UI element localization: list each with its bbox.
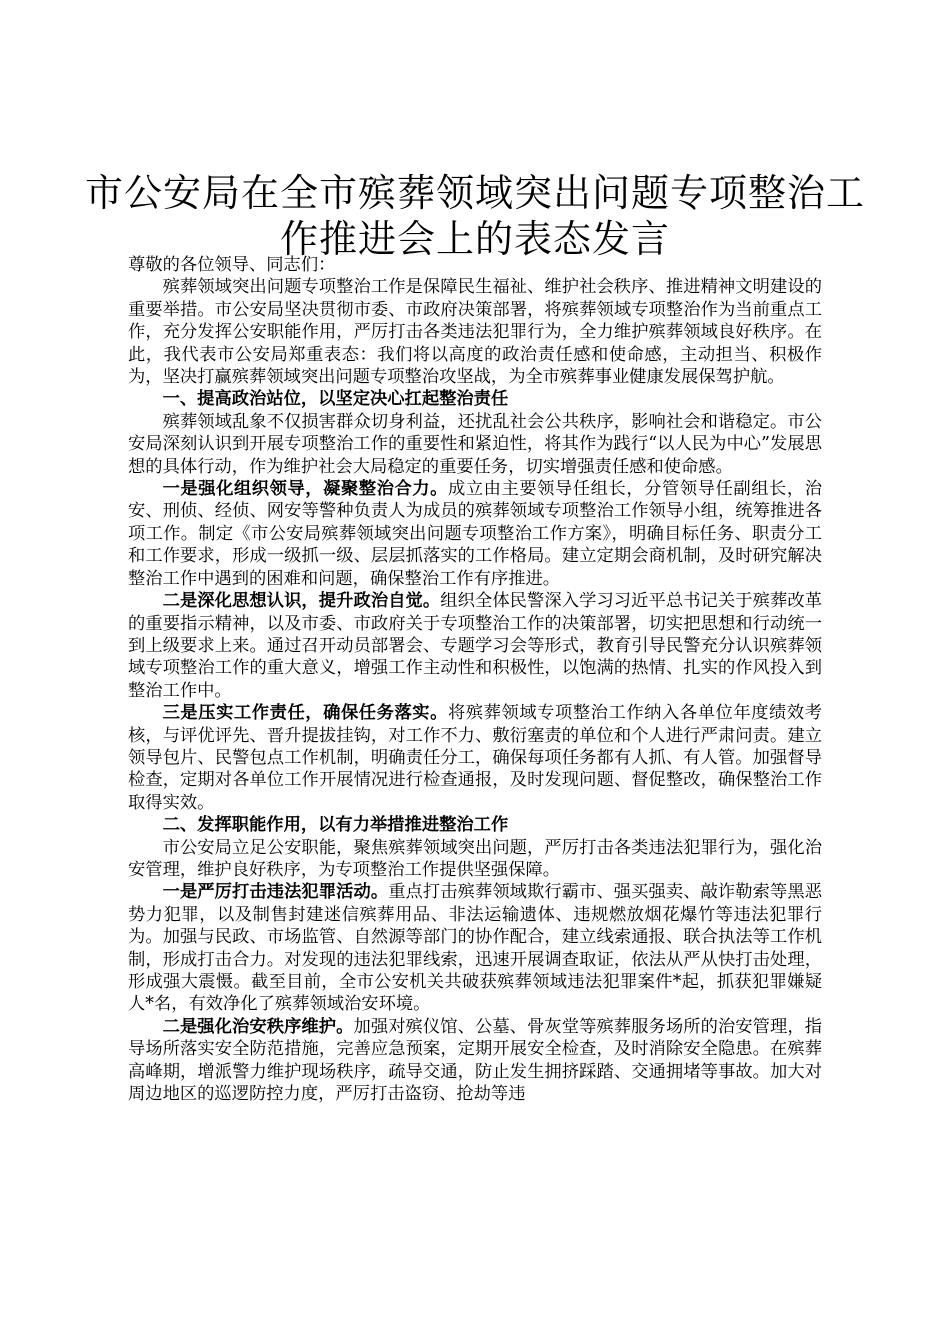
section-1-item-1 (128, 478, 822, 590)
section-2-item-1 (128, 881, 822, 1015)
item-text: 重点打击殡葬领域欺行霸市、强买强卖、敲诈勒索等黑恶势力犯罪，以及制售封建迷信殡葬用品、非法运输遗体、违规燃放烟花爆竹等违法犯罪行为。加强与民政、市场监管、自然源等部门的协作配合，建立线索通报、联合执法等工作机制，形成打击合力。对发现的违法犯罪线索，迅速开展调查取证，依法从严从快打击处理，形成强大震慑。截至目前，全市公安机关共破获殡葬领域违法犯罪案件*起，抓获犯罪嫌疑人*名，有效净化了殡葬领域治安环境。 (128, 882, 822, 1015)
section-2-item-2 (128, 1016, 822, 1106)
item-text: 组织全体民警深入学习习近平总书记关于殡葬改革的重要指示精神，以及市委、市政府关于专项整治工作的决策部署，切实把思想和行动统一到上级要求上来。通过召开动员部署会、专题学习会等形式，教育引导民警充分认识殡葬领域专项整治工作的重大意义，增强工作主动性和积极性，以饱满的热情、扎实的作风投入到整治工作中。 (128, 591, 822, 701)
document-title (60, 170, 890, 262)
section-2-intro: 市公安局立足公安职能，聚焦殡葬领域突出问题，严厉打击各类违法犯罪行为，强化治安管理，维护良好秩序，为专项整治工作提供坚强保障。 (128, 837, 822, 880)
item-lead: 三是压实工作责任，确保任务落实。 (162, 703, 448, 724)
section-2-heading: 二、发挥职能作用，以有力举措推进整治工作 (162, 815, 509, 836)
item-text: 成立由主要领导任组长，分管领导任副组长，治安、刑侦、经侦、网安等警种负责人为成员的殡葬领域专项整治工作领导小组，统筹推进各项工作。制定《市公安局殡葬领域突出问题专项整治工作方案》，明确目标任务、职责分工和工作要求，形成一级抓一级、层层抓落实的工作格局。建立定期会商机制，及时研究解决整治工作中遇到的困难和问题，确保整治工作有序推进。 (128, 479, 822, 589)
item-text: 将殡葬领域专项整治工作纳入各单位年度绩效考核，与评优评先、晋升提拔挂钩，对工作不力、敷衍塞责的单位和个人进行严肃问责。建立领导包片、民警包点工作机制，明确责任分工，确保每项任务都有人抓、有人管。加强督导检查，定期对各单位工作开展情况进行检查通报，及时发现问题、督促整改，确保整治工作取得实效。 (128, 703, 822, 813)
item-lead: 二是强化治安秩序维护。 (162, 1016, 354, 1037)
item-lead: 二是深化思想认识，提升政治自觉。 (162, 591, 441, 612)
item-lead: 一是强化组织领导，凝聚整治合力。 (162, 479, 448, 500)
section-1-intro: 殡葬领域乱象不仅损害群众切身利益，还扰乱社会公共秩序，影响社会和谐稳定。市公安局深刻认识到开展专项整治工作的重要性和紧迫性，将其作为践行“以人民为中心”发展思想的具体行动，作为维护社会大局稳定的重要任务，切实增强责任感和使命感。 (128, 411, 822, 477)
section-1-heading: 一、提高政治站位，以坚定决心扛起整治责任 (162, 389, 509, 410)
title-line-1: 市公安局在全市殡葬领域突出问题专项整治工 (84, 171, 865, 215)
section-1-item-2 (128, 590, 822, 702)
section-1-item-3 (128, 702, 822, 814)
salutation: 尊敬的各位领导、同志们： (128, 255, 336, 275)
document-body (128, 254, 822, 1105)
item-lead: 一是严厉打击违法犯罪活动。 (162, 882, 389, 903)
item-text: 加强对殡仪馆、公墓、骨灰堂等殡葬服务场所的治安管理，指导场所落实安全防范措施，完善应急预案，定期开展安全检查，及时消除安全隐患。在殡葬高峰期，增派警力维护现场秩序，疏导交通，防止发生拥挤踩踏、交通拥堵等事故。加大对周边地区的巡逻防控力度，严厉打击盗窃、抢劫等违 (128, 1016, 822, 1105)
title-line-2: 作推进会上的表态发言 (279, 217, 670, 261)
intro-paragraph: 殡葬领域突出问题专项整治工作是保障民生福祉、维护社会秩序、推进精神文明建设的重要举措。市公安局坚决贯彻市委、市政府决策部署，将殡葬领域专项整治作为当前重点工作，充分发挥公安职能作用，严厉打击各类违法犯罪行为，全力维护殡葬领域良好秩序。在此，我代表市公安局郑重表态：我们将以高度的政治责任感和使命感，主动担当、积极作为，坚决打赢殡葬领域突出问题专项整治攻坚战，为全市殡葬事业健康发展保驾护航。 (128, 277, 822, 388)
